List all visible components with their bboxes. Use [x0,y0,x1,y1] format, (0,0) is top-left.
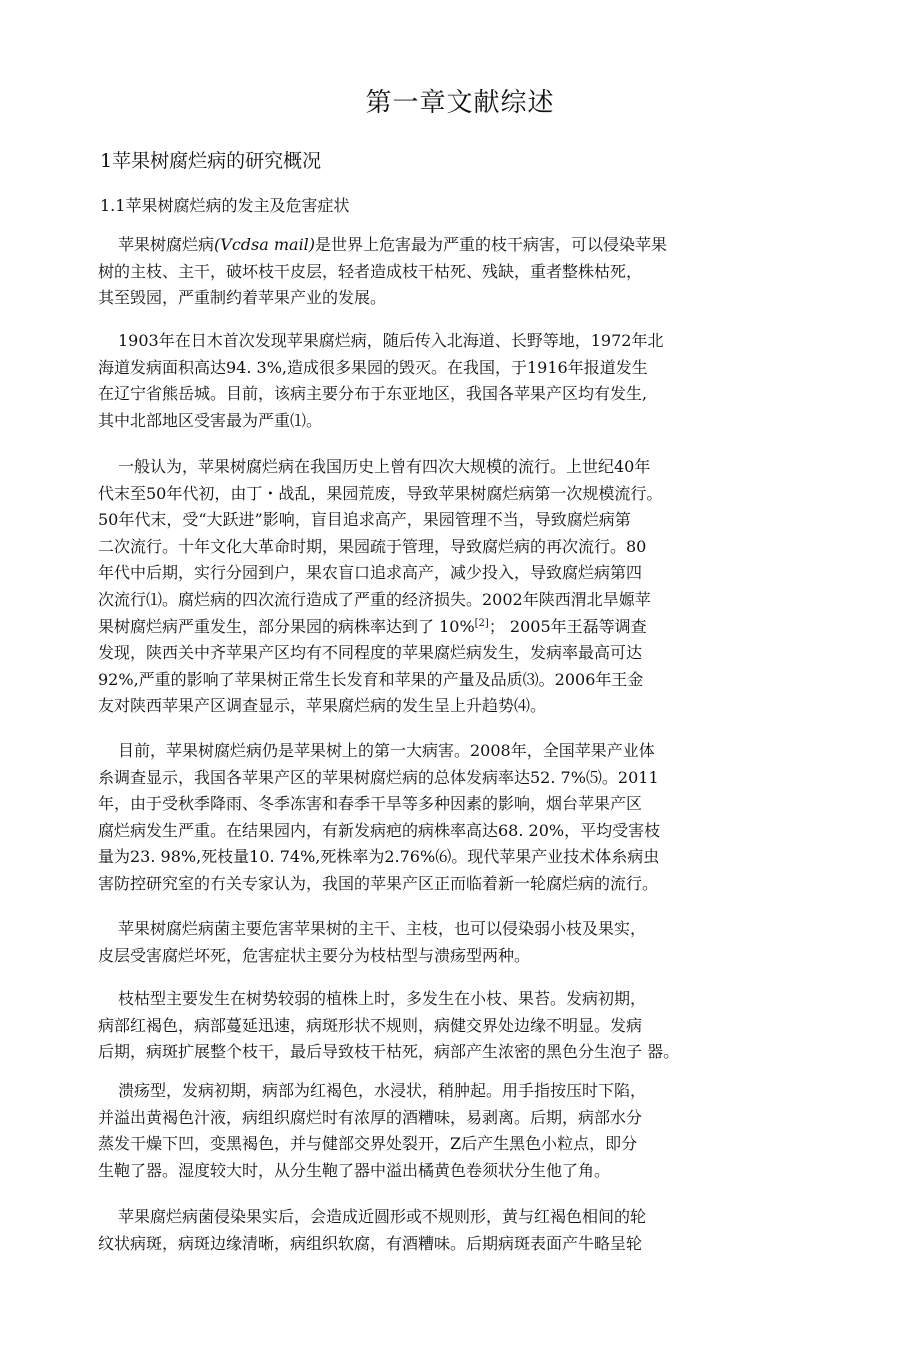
paragraph-line: 皮层受害腐烂坏死，危害症状主要分为枝枯型与溃疡型两种。 [98,945,531,965]
paragraph-4 [98,738,798,898]
paragraph-line: 在辽宁省熊岳城。目前，该病主要分布于东亚地区，我国各苹果产区均有发生, [98,384,648,404]
paragraph-line: 糸调查显示，我国各苹果产区的苹果树腐烂病的总体发病率达52. 7%⑸。2011 [98,767,659,787]
chapter-title: 第一章文献综述 [365,88,555,118]
paragraph-line: 溃疡型，发病初期，病部为红褐色，水浸状，稍肿起。用手指按压时下陷， [118,1081,647,1100]
paragraph-6 [98,986,798,1066]
paragraph-line: 害防控研究室的冇关专家认为，我国的苹果产区正而临着新一轮腐烂病的流行。 [98,873,659,893]
paragraph-1 [98,232,798,312]
paragraph-line: 友对陕西苹果产区调查显示，苹果腐烂病的发生呈上升趋势⑷。 [98,696,547,716]
paragraph-line: 92%,严重的影响了苹果树正常生长发育和苹果的产量及品质⑶。2006年王金 [98,669,644,689]
paragraph-7 [98,1078,798,1184]
paragraph-line: 量为23. 98%,死枝量10. 74%,死株率为2.76%⑹。现代苹果产业技术体糸病虫 [98,847,660,867]
paragraph-line: 纹状病斑，病斑边缘清晰，病组织软腐，有酒糟味。后期病斑表面产牛略呈轮 [98,1233,643,1253]
paragraph-3 [98,454,798,720]
paragraph-line: 年代中后期，实行分园到户，果农盲口追求高产，减少投入，导致腐烂病第四 [98,563,643,583]
paragraph-line: 腐烂病发生严重。在结果园内，有新发病疤的病株率高达68. 20%，平均受害枝 [98,820,661,840]
paragraph-line: 1903年在日木首次发现苹果腐烂病，随后传入北海道、长野等地，1972年北 [118,331,664,350]
paragraph-line: 其中北部地区受害最为严重⑴。 [98,410,323,430]
paragraph-line: 年，由于受秋季降雨、冬季冻害和春季干旱等多种因素的影响，烟台苹果产区 [98,794,643,814]
paragraph-line: 苹果树腐烂病菌主要危害苹果树的主干、主枝，也可以侵染弱小枝及果实， [118,919,647,938]
citation-superscript: [2] [474,617,489,629]
paragraph-line: 二次流行。十年文化大革命时期，果园疏于管理，导致腐烂病的再次流行。80 [98,536,647,556]
paragraph-line: 一般认为，苹果树腐烂病在我国历史上曾有四次大规模的流行。上世纪40年 [118,457,651,476]
paragraph-line: 苹果树腐烂病(Vcdsa mail)是世界上危害最为严重的枝干病害，可以侵染苹果 [118,235,668,254]
paragraph-line: 其至毁园，严重制约着苹果产业的发展。 [98,288,387,308]
paragraph-5 [98,916,798,969]
paragraph-line: 后期，病斑扩展整个枝干，最后导致枝干枯死，病部产生浓密的黑色分生泡子 器。 [98,1042,680,1062]
paragraph-line: 次流行⑴。腐烂病的四次流行造成了严重的经济损失。2002年陕西渭北旱嫄苹 [98,589,651,609]
paragraph-2 [98,328,798,434]
section-heading-1: 1苹果树腐烂病的研究概况 [100,150,322,172]
paragraph-line: 50年代末，受“大跃进”影响，盲目追求高产，果园管理不当，导致腐烂病第 [98,510,631,530]
latin-name: (Vcdsa mail) [214,235,316,254]
paragraph-8 [98,1204,798,1257]
paragraph-line: 生鞄了器。湿度较大时，从分生鞄了器中溢出橘黄色卷须状分生他了角。 [98,1160,611,1180]
paragraph-line: 发现，陕西关中齐苹果产区均有不同程度的苹果腐烂病发生，发病率最高可达 [98,643,643,663]
paragraph-line: 海道发病面积高达94. 3%,造成很多果园的毁灭。在我国，于1916年报道发生 [98,357,648,377]
paragraph-line: 树的主枝、主干，破坏枝干皮层，轻者造成枝干枯死、残缺，重者整株枯死， [98,261,643,281]
section-heading-1-1: 1.1苹果树腐烂病的发主及危害症状 [100,196,350,215]
paragraph-line: 并溢出黄褐色汁液，病组织腐烂时有浓厚的酒糟味，易剥离。后期，病部水分 [98,1107,643,1127]
paragraph-line: 病部红褐色，病部蔓延迅速，病斑形状不规则，病健交界处边缘不明显。发病 [98,1015,643,1035]
paragraph-line: 代末至50年代初，由丁・战乱，果园荒废，导致苹果树腐烂病第一次规模流行。 [98,483,663,503]
paragraph-line: 苹果腐烂病菌侵染果实后，会造成近圆形或不规则形，黄与红褐色相间的轮 [118,1207,647,1226]
paragraph-line: 目前，苹果树腐烂病仍是苹果树上的第一大病害。2008年，全国苹果产业体 [118,741,655,760]
paragraph-line: 蒸发干燥下凹，变黑褐色，并与健部交界处裂开，Z后产生黑色小粒点，即分 [98,1134,638,1154]
paragraph-line: 枝枯型主要发生在树势较弱的植株上时，多发生在小枝、果苔。发病初期， [118,989,647,1008]
paragraph-line: 果树腐烂病严重发生，部分果园的病株率达到了 10%[2]； 2005年王磊等调查 [98,616,647,636]
